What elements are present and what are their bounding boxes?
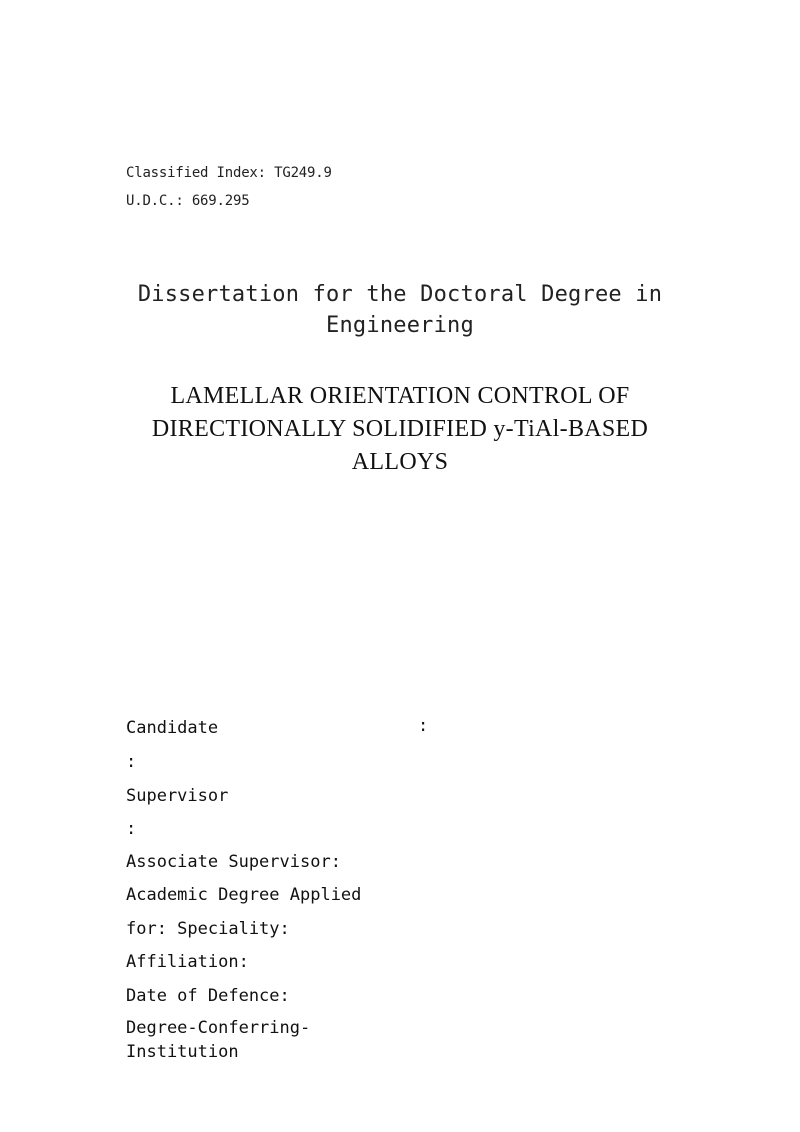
dissertation-title — [100, 380, 700, 479]
candidate-colon: : — [126, 752, 137, 772]
candidate-label: Candidate — [126, 718, 219, 738]
degree-line-1: Dissertation for the Doctoral Degree in — [137, 282, 663, 307]
degree-statement — [100, 279, 700, 341]
supervisor-label: Supervisor — [126, 786, 229, 806]
associate-supervisor-label: Associate Supervisor: — [126, 852, 341, 872]
title-line-3: ALLOYS — [351, 449, 449, 475]
date-of-defence-label: Date of Defence: — [126, 986, 290, 1006]
speciality-label: for: Speciality: — [126, 919, 290, 939]
title-line-1: LAMELLAR ORIENTATION CONTROL OF — [170, 383, 630, 409]
affiliation-label: Affiliation: — [126, 952, 249, 972]
institution-label-line-1: Degree-Conferring- — [126, 1018, 311, 1038]
udc-number: U.D.C.: 669.295 — [126, 193, 250, 209]
supervisor-colon: : — [126, 819, 137, 839]
candidate-colon-right: : — [418, 716, 429, 736]
academic-degree-label: Academic Degree Applied — [126, 885, 362, 905]
classified-index: Classified Index: TG249.9 — [126, 165, 332, 181]
title-line-2: DIRECTIONALLY SOLIDIFIED y-TiAl-BASED — [151, 416, 649, 442]
degree-line-2: Engineering — [326, 313, 474, 338]
institution-label-line-2: Institution — [126, 1042, 239, 1062]
